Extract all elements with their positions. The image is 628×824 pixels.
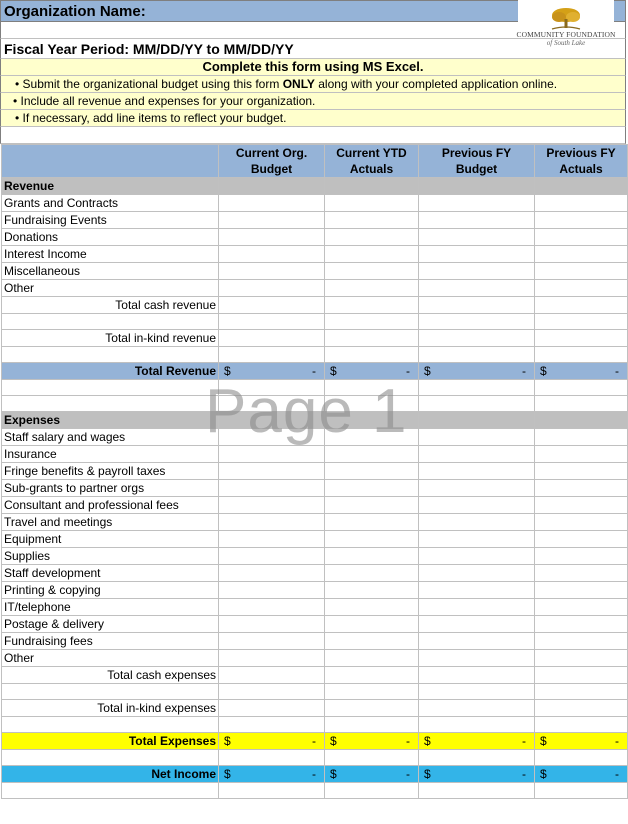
total-value-cell[interactable] — [419, 766, 535, 783]
line-item-label: Grants and Contracts — [2, 195, 219, 212]
blank-cell[interactable] — [2, 717, 219, 733]
blank-row — [2, 717, 628, 733]
value-cell[interactable] — [535, 497, 628, 514]
value-cell[interactable] — [535, 280, 628, 297]
value-cell[interactable] — [535, 548, 628, 565]
value-cell[interactable] — [219, 582, 325, 599]
value-cell[interactable] — [219, 650, 325, 667]
value-cell[interactable] — [325, 212, 419, 229]
value-cell[interactable] — [219, 531, 325, 548]
expenses-heading: Expenses — [2, 412, 219, 429]
value-cell[interactable] — [325, 650, 419, 667]
page-watermark: Page 1 — [205, 377, 408, 446]
total-value-cell[interactable] — [325, 733, 419, 750]
value-cell[interactable] — [219, 297, 325, 314]
value-cell[interactable] — [325, 616, 419, 633]
value-cell[interactable] — [219, 717, 325, 733]
value-cell[interactable] — [419, 548, 535, 565]
column-header — [419, 145, 535, 178]
currency-symbol: $ — [540, 734, 547, 748]
value-cell[interactable] — [419, 263, 535, 280]
total-inkind-label: Total in-kind revenue — [2, 330, 219, 347]
value-cell[interactable] — [219, 263, 325, 280]
line-item-label: Donations — [2, 229, 219, 246]
value-cell[interactable] — [535, 480, 628, 497]
instructions-title-text: Complete this form using MS Excel. — [202, 59, 424, 74]
value-cell[interactable] — [419, 531, 535, 548]
currency-value — [421, 766, 532, 782]
value-cell[interactable] — [219, 599, 325, 616]
value-cell[interactable] — [419, 212, 535, 229]
bullet-text: along with your completed application online. — [314, 77, 558, 91]
column-header — [325, 145, 419, 178]
amount: - — [406, 767, 410, 781]
currency-symbol: $ — [424, 364, 431, 378]
revenue-line-item — [2, 212, 628, 229]
bullet-text: • If necessary, add line items to reflect your budget. — [15, 111, 287, 125]
bullet-text: • Include all revenue and expenses for your organization. — [13, 94, 316, 108]
expenses-section-row — [2, 412, 628, 429]
value-cell[interactable] — [325, 531, 419, 548]
value-cell[interactable] — [219, 229, 325, 246]
column-header-line: Previous FY — [441, 146, 512, 160]
value-cell[interactable] — [325, 514, 419, 531]
value-cell[interactable] — [419, 429, 535, 446]
currency-symbol: $ — [224, 767, 231, 781]
logo-name: COMMUNITY FOUNDATION — [516, 30, 616, 39]
value-cell[interactable] — [535, 717, 628, 733]
value-cell[interactable] — [219, 347, 325, 363]
total-revenue-row — [2, 363, 628, 380]
value-cell[interactable] — [535, 212, 628, 229]
value-cell[interactable] — [419, 446, 535, 463]
value-cell[interactable] — [535, 700, 628, 717]
net-income-row — [2, 766, 628, 783]
header-blank-cell — [2, 145, 219, 178]
total-value-cell[interactable] — [535, 766, 628, 783]
expenses-total-cash-row — [2, 667, 628, 684]
expenses-line-item — [2, 429, 628, 446]
currency-symbol: $ — [330, 734, 337, 748]
expenses-total-inkind-row — [2, 700, 628, 717]
total-cash-label: Total cash revenue — [2, 297, 219, 314]
value-cell[interactable] — [219, 783, 325, 799]
value-cell[interactable] — [219, 548, 325, 565]
total-value-cell[interactable] — [325, 363, 419, 380]
value-cell[interactable] — [219, 195, 325, 212]
value-cell[interactable] — [219, 667, 325, 684]
amount: - — [406, 734, 410, 748]
expenses-line-item — [2, 531, 628, 548]
instruction-bullet-include — [0, 93, 626, 110]
value-cell[interactable] — [419, 717, 535, 733]
value-cell[interactable] — [325, 783, 419, 799]
blank-row[interactable] — [0, 127, 626, 144]
value-cell[interactable] — [325, 548, 419, 565]
total-value-cell[interactable] — [535, 363, 628, 380]
instruction-bullet-add — [0, 110, 626, 127]
value-cell[interactable] — [325, 246, 419, 263]
bullet-emphasis: ONLY — [282, 77, 315, 91]
amount: - — [615, 364, 619, 378]
column-header-line: Actuals — [349, 162, 394, 176]
total-value-cell[interactable] — [419, 733, 535, 750]
total-value-cell[interactable] — [535, 733, 628, 750]
amount: - — [312, 364, 316, 378]
currency-value — [221, 363, 322, 379]
currency-symbol: $ — [424, 734, 431, 748]
value-cell[interactable] — [325, 717, 419, 733]
expenses-line-item — [2, 463, 628, 480]
expenses-line-item — [2, 514, 628, 531]
section-cell — [419, 412, 535, 429]
value-cell[interactable] — [419, 514, 535, 531]
revenue-total-inkind-row — [2, 330, 628, 347]
revenue-line-item — [2, 246, 628, 263]
value-cell[interactable] — [325, 480, 419, 497]
fiscal-year-row[interactable] — [0, 39, 626, 59]
budget-table — [1, 144, 628, 799]
revenue-heading: Revenue — [2, 178, 219, 195]
value-cell[interactable] — [535, 347, 628, 363]
total-value-cell[interactable] — [219, 766, 325, 783]
value-cell[interactable] — [535, 396, 628, 412]
column-header-line: Previous FY — [546, 146, 616, 160]
line-item-label: Other — [2, 280, 219, 297]
line-item-label: Supplies — [2, 548, 219, 565]
currency-symbol: $ — [224, 734, 231, 748]
amount: - — [406, 364, 410, 378]
line-item-label: Printing & copying — [2, 582, 219, 599]
value-cell[interactable] — [219, 633, 325, 650]
value-cell[interactable] — [219, 497, 325, 514]
organization-name-label: Organization Name: — [4, 3, 146, 20]
value-cell[interactable] — [219, 314, 325, 330]
section-cell — [325, 412, 419, 429]
value-cell[interactable] — [535, 330, 628, 347]
bullet-text: • Submit the organizational budget using this form — [15, 77, 283, 91]
expenses-line-item — [2, 565, 628, 582]
value-cell[interactable] — [535, 195, 628, 212]
currency-value — [221, 766, 322, 782]
blank-cell[interactable] — [2, 783, 219, 799]
fiscal-year-label: Fiscal Year Period: MM/DD/YY to MM/DD/YY — [4, 41, 294, 57]
line-item-label: Fundraising Events — [2, 212, 219, 229]
value-cell[interactable] — [325, 229, 419, 246]
value-cell[interactable] — [419, 582, 535, 599]
total-inkind-label: Total in-kind expenses — [2, 700, 219, 717]
value-cell[interactable] — [535, 429, 628, 446]
currency-symbol: $ — [540, 767, 547, 781]
blank-cell[interactable] — [2, 396, 219, 412]
value-cell[interactable] — [325, 380, 419, 396]
value-cell[interactable] — [219, 446, 325, 463]
total-cash-label: Total cash expenses — [2, 667, 219, 684]
net-income-label: Net Income — [2, 766, 219, 783]
value-cell[interactable] — [325, 314, 419, 330]
currency-value — [537, 733, 625, 749]
column-header — [535, 145, 628, 178]
value-cell[interactable] — [535, 246, 628, 263]
value-cell[interactable] — [535, 263, 628, 280]
value-cell[interactable] — [419, 700, 535, 717]
expenses-line-item — [2, 633, 628, 650]
value-cell[interactable] — [535, 750, 628, 766]
value-cell[interactable] — [535, 783, 628, 799]
total-value-cell[interactable] — [219, 363, 325, 380]
total-expenses-row — [2, 733, 628, 750]
currency-value — [537, 766, 625, 782]
currency-value — [421, 363, 532, 379]
currency-value — [537, 363, 625, 379]
value-cell[interactable] — [219, 280, 325, 297]
value-cell[interactable] — [419, 650, 535, 667]
value-cell[interactable] — [419, 497, 535, 514]
blank-cell[interactable] — [2, 380, 219, 396]
blank-cell[interactable] — [2, 684, 219, 700]
expenses-line-item — [2, 548, 628, 565]
blank-row — [2, 314, 628, 330]
value-cell[interactable] — [325, 582, 419, 599]
section-cell — [219, 412, 325, 429]
currency-value — [221, 733, 322, 749]
line-item-label: Equipment — [2, 531, 219, 548]
value-cell[interactable] — [219, 330, 325, 347]
value-cell[interactable] — [535, 446, 628, 463]
section-cell — [419, 178, 535, 195]
value-cell[interactable] — [219, 616, 325, 633]
value-cell[interactable] — [419, 667, 535, 684]
value-cell[interactable] — [419, 616, 535, 633]
line-item-label: Interest Income — [2, 246, 219, 263]
value-cell[interactable] — [535, 531, 628, 548]
value-cell[interactable] — [535, 633, 628, 650]
blank-cell[interactable] — [2, 750, 219, 766]
value-cell[interactable] — [419, 246, 535, 263]
value-cell[interactable] — [419, 463, 535, 480]
value-cell[interactable] — [325, 684, 419, 700]
expenses-line-item — [2, 480, 628, 497]
value-cell[interactable] — [535, 599, 628, 616]
value-cell[interactable] — [419, 750, 535, 766]
total-value-cell[interactable] — [419, 363, 535, 380]
value-cell[interactable] — [535, 314, 628, 330]
value-cell[interactable] — [419, 280, 535, 297]
revenue-section-row — [2, 178, 628, 195]
value-cell[interactable] — [535, 297, 628, 314]
column-header-row — [2, 145, 628, 178]
value-cell[interactable] — [535, 565, 628, 582]
value-cell[interactable] — [325, 565, 419, 582]
revenue-line-item — [2, 229, 628, 246]
line-item-label: IT/telephone — [2, 599, 219, 616]
value-cell[interactable] — [419, 783, 535, 799]
value-cell[interactable] — [219, 700, 325, 717]
value-cell[interactable] — [325, 347, 419, 363]
value-cell[interactable] — [535, 514, 628, 531]
value-cell[interactable] — [325, 463, 419, 480]
currency-value — [421, 733, 532, 749]
expenses-line-item — [2, 616, 628, 633]
value-cell[interactable] — [325, 195, 419, 212]
currency-symbol: $ — [224, 364, 231, 378]
value-cell[interactable] — [325, 633, 419, 650]
amount: - — [615, 734, 619, 748]
value-cell[interactable] — [325, 263, 419, 280]
value-cell[interactable] — [535, 684, 628, 700]
expenses-line-item — [2, 446, 628, 463]
blank-row[interactable] — [0, 22, 626, 39]
amount: - — [312, 767, 316, 781]
line-item-label: Consultant and professional fees — [2, 497, 219, 514]
value-cell[interactable] — [419, 195, 535, 212]
line-item-label: Postage & delivery — [2, 616, 219, 633]
line-item-label: Fundraising fees — [2, 633, 219, 650]
value-cell[interactable] — [325, 280, 419, 297]
section-cell — [219, 178, 325, 195]
blank-row — [2, 380, 628, 396]
value-cell[interactable] — [535, 650, 628, 667]
currency-value — [327, 766, 416, 782]
value-cell[interactable] — [219, 480, 325, 497]
value-cell[interactable] — [535, 463, 628, 480]
value-cell[interactable] — [535, 667, 628, 684]
value-cell[interactable] — [325, 667, 419, 684]
total-expenses-label: Total Expenses — [2, 733, 219, 750]
value-cell[interactable] — [419, 684, 535, 700]
value-cell[interactable] — [219, 750, 325, 766]
value-cell[interactable] — [219, 565, 325, 582]
expenses-line-item — [2, 599, 628, 616]
instructions-title — [0, 59, 626, 76]
section-cell — [535, 178, 628, 195]
column-header-line: Actuals — [559, 162, 603, 176]
value-cell[interactable] — [419, 330, 535, 347]
column-header-line: Current YTD — [336, 146, 407, 160]
value-cell[interactable] — [325, 330, 419, 347]
line-item-label: Miscellaneous — [2, 263, 219, 280]
blank-cell[interactable] — [2, 347, 219, 363]
total-revenue-label: Total Revenue — [2, 363, 219, 380]
line-item-label: Other — [2, 650, 219, 667]
blank-row — [2, 396, 628, 412]
revenue-line-item — [2, 263, 628, 280]
blank-cell[interactable] — [2, 314, 219, 330]
value-cell[interactable] — [219, 246, 325, 263]
value-cell[interactable] — [219, 212, 325, 229]
value-cell[interactable] — [325, 446, 419, 463]
value-cell[interactable] — [325, 599, 419, 616]
expenses-line-item — [2, 582, 628, 599]
column-header — [219, 145, 325, 178]
value-cell[interactable] — [219, 463, 325, 480]
value-cell[interactable] — [419, 480, 535, 497]
section-cell — [535, 412, 628, 429]
value-cell[interactable] — [219, 429, 325, 446]
value-cell[interactable] — [219, 684, 325, 700]
revenue-total-cash-row — [2, 297, 628, 314]
value-cell[interactable] — [325, 750, 419, 766]
value-cell[interactable] — [419, 347, 535, 363]
currency-value — [327, 733, 416, 749]
value-cell[interactable] — [419, 633, 535, 650]
currency-value — [327, 363, 416, 379]
value-cell[interactable] — [219, 396, 325, 412]
value-cell[interactable] — [419, 380, 535, 396]
value-cell[interactable] — [219, 514, 325, 531]
line-item-label: Fringe benefits & payroll taxes — [2, 463, 219, 480]
currency-symbol: $ — [540, 364, 547, 378]
expenses-line-item — [2, 650, 628, 667]
line-item-label: Insurance — [2, 446, 219, 463]
value-cell[interactable] — [419, 396, 535, 412]
total-value-cell[interactable] — [325, 766, 419, 783]
line-item-label: Sub-grants to partner orgs — [2, 480, 219, 497]
column-header-line: Budget — [250, 162, 293, 176]
value-cell[interactable] — [325, 297, 419, 314]
value-cell[interactable] — [535, 229, 628, 246]
amount: - — [522, 767, 526, 781]
section-cell — [325, 178, 419, 195]
column-header-line: Budget — [455, 162, 498, 176]
value-cell[interactable] — [419, 297, 535, 314]
currency-symbol: $ — [330, 364, 337, 378]
amount: - — [312, 734, 316, 748]
blank-row — [2, 684, 628, 700]
revenue-line-item — [2, 195, 628, 212]
column-header-line: Current Org. — [235, 146, 308, 160]
instruction-bullet-submit — [0, 76, 626, 93]
line-item-label: Staff salary and wages — [2, 429, 219, 446]
value-cell[interactable] — [419, 565, 535, 582]
value-cell[interactable] — [535, 582, 628, 599]
amount: - — [522, 364, 526, 378]
line-item-label: Travel and meetings — [2, 514, 219, 531]
total-value-cell[interactable] — [219, 733, 325, 750]
value-cell[interactable] — [535, 380, 628, 396]
amount: - — [615, 767, 619, 781]
value-cell[interactable] — [325, 700, 419, 717]
value-cell[interactable] — [535, 616, 628, 633]
value-cell[interactable] — [219, 380, 325, 396]
currency-symbol: $ — [424, 767, 431, 781]
blank-row — [2, 783, 628, 799]
line-item-label: Staff development — [2, 565, 219, 582]
currency-symbol: $ — [330, 767, 337, 781]
amount: - — [522, 734, 526, 748]
logo-subtitle: of South Lake — [546, 39, 586, 47]
value-cell[interactable] — [419, 599, 535, 616]
expenses-line-item — [2, 497, 628, 514]
revenue-line-item — [2, 280, 628, 297]
value-cell[interactable] — [325, 429, 419, 446]
blank-row — [2, 750, 628, 766]
value-cell[interactable] — [419, 314, 535, 330]
value-cell[interactable] — [419, 229, 535, 246]
blank-row — [2, 347, 628, 363]
value-cell[interactable] — [325, 497, 419, 514]
value-cell[interactable] — [325, 396, 419, 412]
